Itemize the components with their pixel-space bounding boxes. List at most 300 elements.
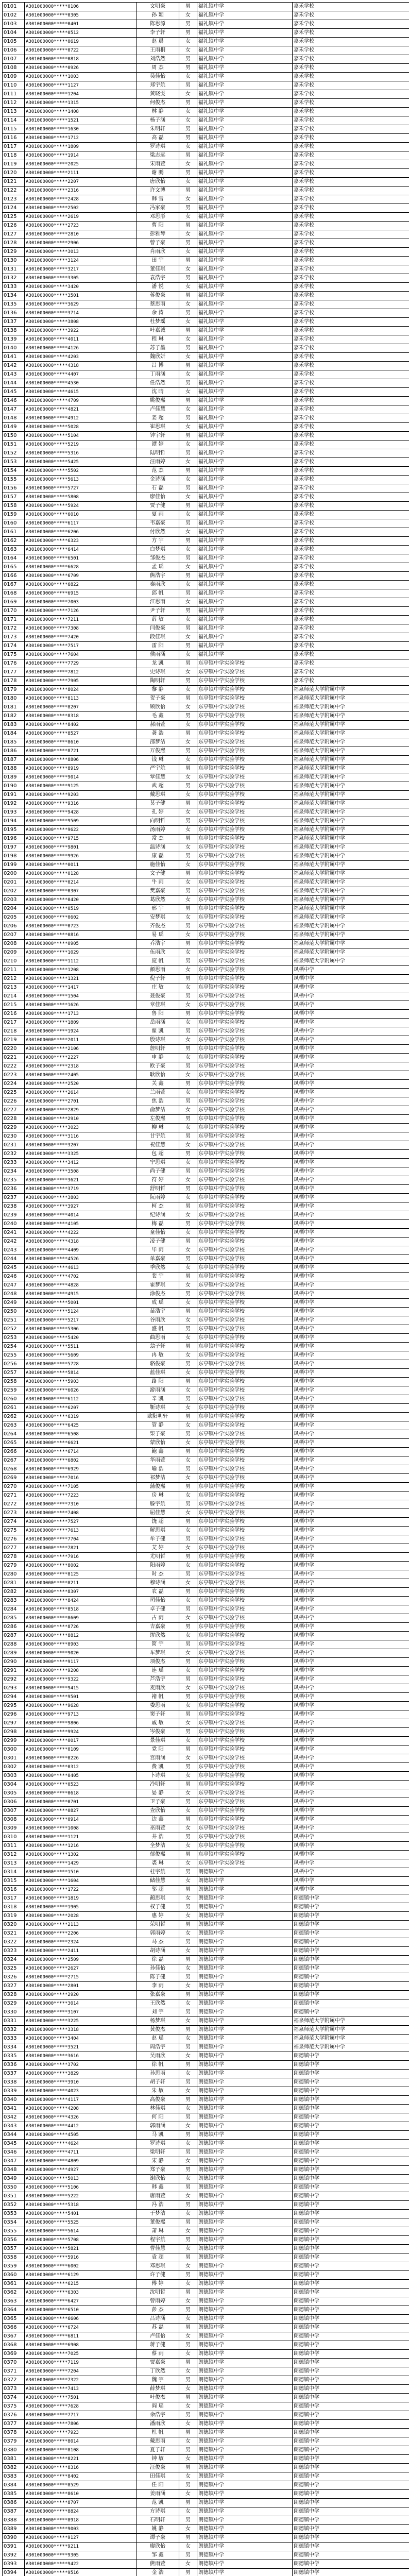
seq-cell: 0203	[3, 896, 25, 905]
gender-cell: 女	[179, 46, 197, 55]
id-cell: A301000000*****3325	[25, 1150, 137, 1159]
gender-cell: 女	[179, 1281, 197, 1290]
table-row	[3, 1097, 409, 1106]
seq-cell: 0314	[3, 1868, 25, 1877]
gender-cell: 男	[179, 20, 197, 29]
name-cell: 耿欣怡	[137, 1071, 179, 1080]
origin-school-cell: 朗德镇中学	[197, 2516, 293, 2525]
table-row	[3, 1553, 409, 1562]
gender-cell: 男	[179, 1868, 197, 1877]
seq-cell: 0207	[3, 931, 25, 940]
name-cell: 林 静	[137, 108, 179, 116]
table-row	[3, 563, 409, 572]
seq-cell: 0198	[3, 852, 25, 861]
gender-cell: 男	[179, 362, 197, 370]
id-cell: A301000000*****6427	[25, 2297, 137, 2306]
id-cell: A301000000*****7310	[25, 1500, 137, 1509]
seq-cell: 0392	[3, 2551, 25, 2560]
name-cell: 吴佳怡	[137, 73, 179, 81]
admitted-school-cell: 嘉禾学校	[293, 423, 409, 432]
origin-school-cell: 东亭镇中学实验学校	[197, 1281, 293, 1290]
seq-cell: 0287	[3, 1632, 25, 1640]
roster-table	[2, 2, 409, 2576]
seq-cell: 0297	[3, 1719, 25, 1728]
admitted-school-cell: 嘉禾学校	[293, 222, 409, 230]
origin-school-cell: 东亭镇中学实验学校	[197, 1124, 293, 1132]
table-row	[3, 1176, 409, 1185]
origin-school-cell: 东亭镇中学实验学校	[197, 1798, 293, 1807]
admitted-school-cell: 凤栖中学	[293, 1719, 409, 1728]
origin-school-cell: 朗德镇中学	[197, 2385, 293, 2394]
roster-body	[3, 3, 409, 2576]
gender-cell: 男	[179, 852, 197, 861]
name-cell: 任浩然	[137, 379, 179, 388]
seq-cell: 0155	[3, 476, 25, 484]
admitted-school-cell: 福泉师范大学附属中学	[293, 765, 409, 773]
admitted-school-cell: 福泉师范大学附属中学	[293, 703, 409, 712]
table-row	[3, 1238, 409, 1246]
table-row	[3, 2271, 409, 2280]
name-cell: 邬 超	[137, 1886, 179, 1894]
admitted-school-cell: 福泉师范大学附属中学	[293, 2026, 409, 2035]
origin-school-cell: 朗德镇中学	[197, 2105, 293, 2113]
name-cell: 阎 瑶	[137, 2402, 179, 2411]
seq-cell: 0243	[3, 1246, 25, 1255]
admitted-school-cell: 嘉禾学校	[293, 511, 409, 519]
name-cell: 卓子健	[137, 1605, 179, 1614]
origin-school-cell: 东亭镇中学实验学校	[197, 1562, 293, 1570]
gender-cell: 女	[179, 773, 197, 782]
gender-cell: 女	[179, 1544, 197, 1553]
seq-cell: 0384	[3, 2481, 25, 2490]
admitted-school-cell: 嘉禾学校	[293, 607, 409, 616]
table-row	[3, 957, 409, 966]
id-cell: A301000000*****5502	[25, 467, 137, 476]
name-cell: 牛 雨	[137, 878, 179, 887]
gender-cell: 男	[179, 1833, 197, 1842]
name-cell: 梁志远	[137, 151, 179, 160]
origin-school-cell: 东亭镇中学实验学校	[197, 1421, 293, 1430]
gender-cell: 女	[179, 651, 197, 659]
gender-cell: 男	[179, 642, 197, 651]
gender-cell: 男	[179, 2499, 197, 2507]
id-cell: A301000000*****7025	[25, 2350, 137, 2359]
table-row	[3, 1632, 409, 1640]
id-cell: A301000000*****4222	[25, 1229, 137, 1238]
admitted-school-cell: 朗德镇中学	[293, 2437, 409, 2446]
table-row	[3, 651, 409, 659]
table-row	[3, 852, 409, 861]
id-cell: A301000000*****7905	[25, 677, 137, 686]
table-row	[3, 178, 409, 187]
admitted-school-cell: 福泉师范大学附属中学	[293, 940, 409, 948]
id-cell: A301000000*****7916	[25, 1553, 137, 1562]
gender-cell: 男	[179, 2341, 197, 2350]
seq-cell: 0272	[3, 1500, 25, 1509]
admitted-school-cell: 嘉禾学校	[293, 265, 409, 274]
origin-school-cell: 东亭镇中学实验学校	[197, 694, 293, 703]
gender-cell: 男	[179, 502, 197, 511]
table-row	[3, 1781, 409, 1789]
admitted-school-cell: 朗德镇中学	[293, 2297, 409, 2306]
table-row	[3, 1299, 409, 1308]
gender-cell: 女	[179, 493, 197, 502]
gender-cell: 女	[179, 2385, 197, 2394]
id-cell: A301000000*****6908	[25, 2341, 137, 2350]
seq-cell: 0177	[3, 668, 25, 677]
admitted-school-cell: 嘉禾学校	[293, 414, 409, 423]
table-row	[3, 1938, 409, 1947]
name-cell: 杜 帆	[137, 2429, 179, 2437]
id-cell: A301000000*****8024	[25, 686, 137, 694]
origin-school-cell: 东亭镇中学实验学校	[197, 913, 293, 922]
seq-cell: 0154	[3, 467, 25, 476]
admitted-school-cell: 嘉禾学校	[293, 379, 409, 388]
seq-cell: 0215	[3, 1001, 25, 1010]
origin-school-cell: 福礼镇中学	[197, 134, 293, 143]
origin-school-cell: 东亭镇中学实验学校	[197, 1667, 293, 1675]
seq-cell: 0288	[3, 1640, 25, 1649]
origin-school-cell: 福礼镇中学	[197, 3, 293, 11]
table-row	[3, 948, 409, 957]
id-cell: A301000000*****4624	[25, 2140, 137, 2148]
gender-cell: 女	[179, 1614, 197, 1623]
seq-cell: 0296	[3, 1710, 25, 1719]
name-cell: 鲁 阳	[137, 1010, 179, 1019]
seq-cell: 0127	[3, 230, 25, 239]
name-cell: 伍雨欣	[137, 948, 179, 957]
seq-cell: 0247	[3, 1281, 25, 1290]
name-cell: 毛 鑫	[137, 712, 179, 721]
seq-cell: 0166	[3, 572, 25, 581]
admitted-school-cell: 凤栖中学	[293, 1325, 409, 1334]
id-cell: A301000000*****5924	[25, 502, 137, 511]
table-row	[3, 2043, 409, 2052]
name-cell: 晏 静	[137, 1789, 179, 1798]
admitted-school-cell: 朗德镇中学	[293, 2201, 409, 2210]
name-cell: 钱 琳	[137, 756, 179, 765]
seq-cell: 0300	[3, 1745, 25, 1754]
gender-cell: 男	[179, 1781, 197, 1789]
id-cell: A301000000*****5614	[25, 2227, 137, 2236]
seq-cell: 0180	[3, 694, 25, 703]
gender-cell: 女	[179, 1246, 197, 1255]
origin-school-cell: 福礼镇中学	[197, 187, 293, 195]
admitted-school-cell: 嘉禾学校	[293, 677, 409, 686]
gender-cell: 男	[179, 765, 197, 773]
id-cell: A301000000*****8518	[25, 1605, 137, 1614]
admitted-school-cell: 朗德镇中学	[293, 2402, 409, 2411]
origin-school-cell: 福礼镇中学	[197, 528, 293, 537]
gender-cell: 女	[179, 738, 197, 747]
seq-cell: 0237	[3, 1194, 25, 1202]
table-row	[3, 2411, 409, 2420]
origin-school-cell: 东亭镇中学实验学校	[197, 1605, 293, 1614]
seq-cell: 0298	[3, 1728, 25, 1737]
origin-school-cell: 福礼镇中学	[197, 204, 293, 213]
origin-school-cell: 东亭镇中学实验学校	[197, 1816, 293, 1824]
origin-school-cell: 东亭镇中学实验学校	[197, 791, 293, 800]
origin-school-cell: 朗德镇中学	[197, 1964, 293, 1973]
seq-cell: 0190	[3, 782, 25, 791]
table-row	[3, 300, 409, 309]
name-cell: 徐 帆	[137, 2061, 179, 2070]
gender-cell: 男	[179, 327, 197, 335]
seq-cell: 0367	[3, 2332, 25, 2341]
gender-cell: 男	[179, 1273, 197, 1281]
origin-school-cell: 东亭镇中学实验学校	[197, 1824, 293, 1833]
origin-school-cell: 东亭镇中学实验学校	[197, 1097, 293, 1106]
gender-cell: 男	[179, 2376, 197, 2385]
id-cell: A301000000*****3829	[25, 2070, 137, 2078]
seq-cell: 0132	[3, 274, 25, 283]
gender-cell: 女	[179, 1859, 197, 1868]
origin-school-cell: 朗德镇中学	[197, 2008, 293, 2017]
origin-school-cell: 福礼镇中学	[197, 143, 293, 151]
id-cell: A301000000*****4702	[25, 1273, 137, 1281]
id-cell: A301000000*****6510	[25, 2306, 137, 2315]
table-row	[3, 1623, 409, 1632]
id-cell: A301000000*****3621	[25, 1176, 137, 1185]
admitted-school-cell: 凤栖中学	[293, 1693, 409, 1702]
name-cell: 宋雨萱	[137, 160, 179, 169]
seq-cell: 0301	[3, 1754, 25, 1763]
table-row	[3, 624, 409, 633]
gender-cell: 女	[179, 1947, 197, 1956]
id-cell: A301000000*****0816	[25, 931, 137, 940]
origin-school-cell: 东亭镇中学实验学校	[197, 1492, 293, 1500]
seq-cell: 0213	[3, 984, 25, 992]
admitted-school-cell: 凤栖中学	[293, 1500, 409, 1509]
origin-school-cell: 东亭镇中学实验学校	[197, 1255, 293, 1264]
id-cell: A301000000*****9501	[25, 1693, 137, 1702]
name-cell: 盛 帆	[137, 1325, 179, 1334]
admitted-school-cell: 凤栖中学	[293, 1062, 409, 1071]
seq-cell: 0348	[3, 2166, 25, 2175]
admitted-school-cell: 凤栖中学	[293, 1456, 409, 1465]
id-cell: A301000000*****3702	[25, 2061, 137, 2070]
table-row	[3, 1430, 409, 1439]
name-cell: 尹子轩	[137, 607, 179, 616]
origin-school-cell: 东亭镇中学实验学校	[197, 1027, 293, 1036]
seq-cell: 0110	[3, 81, 25, 90]
id-cell: A301000000*****5728	[25, 1360, 137, 1369]
origin-school-cell: 东亭镇中学实验学校	[197, 1238, 293, 1246]
table-row	[3, 2026, 409, 2035]
origin-school-cell: 福礼镇中学	[197, 563, 293, 572]
seq-cell: 0366	[3, 2324, 25, 2332]
table-row	[3, 2525, 409, 2534]
admitted-school-cell: 嘉禾学校	[293, 292, 409, 300]
name-cell: 冉 敏	[137, 1351, 179, 1360]
name-cell: 吴雨欣	[137, 2052, 179, 2061]
id-cell: A301000000*****4915	[25, 1290, 137, 1299]
admitted-school-cell: 朗德镇中学	[293, 2332, 409, 2341]
id-cell: A301000000*****1604	[25, 1877, 137, 1886]
seq-cell: 0130	[3, 257, 25, 265]
gender-cell: 女	[179, 546, 197, 554]
name-cell: 吉嘉豪	[137, 1623, 179, 1632]
seq-cell: 0354	[3, 2218, 25, 2227]
id-cell: A301000000*****2810	[25, 230, 137, 239]
name-cell: 邓思彤	[137, 213, 179, 222]
admitted-school-cell: 凤栖中学	[293, 1824, 409, 1833]
seq-cell: 0138	[3, 327, 25, 335]
name-cell: 贾嘉豪	[137, 2359, 179, 2367]
gender-cell: 女	[179, 1667, 197, 1675]
seq-cell: 0122	[3, 187, 25, 195]
gender-cell: 男	[179, 81, 197, 90]
admitted-school-cell: 嘉禾学校	[293, 668, 409, 677]
id-cell: A301000000*****2801	[25, 1982, 137, 1991]
name-cell: 魏 宇	[137, 2376, 179, 2385]
seq-cell: 0231	[3, 1141, 25, 1150]
seq-cell: 0107	[3, 55, 25, 64]
gender-cell: 男	[179, 2481, 197, 2490]
table-row	[3, 2280, 409, 2289]
seq-cell: 0311	[3, 1842, 25, 1851]
origin-school-cell: 东亭镇中学实验学校	[197, 1343, 293, 1351]
table-row	[3, 2052, 409, 2061]
gender-cell: 女	[179, 230, 197, 239]
seq-cell: 0227	[3, 1106, 25, 1115]
table-row	[3, 222, 409, 230]
admitted-school-cell: 朗德镇中学	[293, 2262, 409, 2271]
seq-cell: 0224	[3, 1080, 25, 1089]
admitted-school-cell: 嘉禾学校	[293, 397, 409, 405]
table-row	[3, 379, 409, 388]
table-row	[3, 2078, 409, 2087]
id-cell: A301000000*****3714	[25, 309, 137, 318]
table-row	[3, 1194, 409, 1202]
name-cell: 彭雅琴	[137, 230, 179, 239]
seq-cell: 0302	[3, 1763, 25, 1772]
id-cell: A301000000*****3124	[25, 257, 137, 265]
origin-school-cell: 东亭镇中学实验学校	[197, 1264, 293, 1273]
name-cell: 高俊豪	[137, 2096, 179, 2105]
gender-cell: 女	[179, 1229, 197, 1238]
seq-cell: 0351	[3, 2192, 25, 2201]
admitted-school-cell: 凤栖中学	[293, 1579, 409, 1588]
gender-cell: 女	[179, 1579, 197, 1588]
seq-cell: 0221	[3, 1054, 25, 1062]
name-cell: 余 涛	[137, 309, 179, 318]
seq-cell: 0261	[3, 1404, 25, 1413]
admitted-school-cell: 嘉禾学校	[293, 589, 409, 598]
admitted-school-cell: 福泉师范大学附属中学	[293, 905, 409, 913]
gender-cell: 男	[179, 1027, 197, 1036]
gender-cell: 男	[179, 607, 197, 616]
id-cell: A301000000*****1510	[25, 1868, 137, 1877]
origin-school-cell: 福礼镇中学	[197, 502, 293, 511]
name-cell: 倪子轩	[137, 975, 179, 984]
gender-cell: 男	[179, 1097, 197, 1106]
gender-cell: 男	[179, 712, 197, 721]
name-cell: 沈 晴	[137, 388, 179, 397]
table-row	[3, 694, 409, 703]
seq-cell: 0290	[3, 1658, 25, 1667]
origin-school-cell: 东亭镇中学实验学校	[197, 1395, 293, 1404]
name-cell: 蒙欣怡	[137, 1439, 179, 1448]
gender-cell: 女	[179, 686, 197, 694]
name-cell: 闫俊豪	[137, 624, 179, 633]
table-row	[3, 2113, 409, 2122]
origin-school-cell: 福礼镇中学	[197, 519, 293, 528]
name-cell: 史诗琪	[137, 668, 179, 677]
name-cell: 穆诗涵	[137, 1579, 179, 1588]
id-cell: A301000000*****3616	[25, 2052, 137, 2061]
gender-cell: 女	[179, 2332, 197, 2341]
seq-cell: 0202	[3, 887, 25, 896]
origin-school-cell: 福礼镇中学	[197, 222, 293, 230]
gender-cell: 男	[179, 817, 197, 826]
name-cell: 曲思雨	[137, 1334, 179, 1343]
seq-cell: 0299	[3, 1737, 25, 1745]
name-cell: 殷诗琪	[137, 1036, 179, 1045]
id-cell: A301000000*****2207	[25, 178, 137, 187]
id-cell: A301000000*****4711	[25, 2148, 137, 2157]
seq-cell: 0341	[3, 2105, 25, 2113]
name-cell: 兰雨萱	[137, 1089, 179, 1097]
table-row	[3, 940, 409, 948]
gender-cell: 女	[179, 1754, 197, 1763]
table-row	[3, 931, 409, 940]
seq-cell: 0281	[3, 1579, 25, 1588]
gender-cell: 男	[179, 1483, 197, 1492]
table-row	[3, 502, 409, 511]
table-row	[3, 1991, 409, 1999]
seq-cell: 0350	[3, 2183, 25, 2192]
admitted-school-cell: 福泉师范大学附属中学	[293, 878, 409, 887]
admitted-school-cell: 朗德镇中学	[293, 2271, 409, 2280]
gender-cell: 男	[179, 467, 197, 476]
gender-cell: 男	[179, 1956, 197, 1964]
table-row	[3, 353, 409, 362]
seq-cell: 0204	[3, 905, 25, 913]
gender-cell: 男	[179, 2324, 197, 2332]
seq-cell: 0209	[3, 948, 25, 957]
admitted-school-cell: 凤栖中学	[293, 1351, 409, 1360]
table-row	[3, 581, 409, 589]
gender-cell: 女	[179, 2315, 197, 2324]
origin-school-cell: 东亭镇中学实验学校	[197, 1062, 293, 1071]
gender-cell: 女	[179, 1982, 197, 1991]
gender-cell: 男	[179, 922, 197, 931]
admitted-school-cell: 凤栖中学	[293, 1553, 409, 1562]
name-cell: 缪欣然	[137, 1632, 179, 1640]
table-row	[3, 589, 409, 598]
admitted-school-cell: 凤栖中学	[293, 1202, 409, 1211]
origin-school-cell: 福礼镇中学	[197, 64, 293, 73]
admitted-school-cell: 朗德镇中学	[293, 2534, 409, 2543]
table-row	[3, 388, 409, 397]
id-cell: A301000000*****4326	[25, 2113, 137, 2122]
admitted-school-cell: 朗德镇中学	[293, 2324, 409, 2332]
id-cell: A301000000*****2509	[25, 1956, 137, 1964]
admitted-school-cell: 福泉师范大学附属中学	[293, 747, 409, 756]
seq-cell: 0362	[3, 2289, 25, 2297]
gender-cell: 女	[179, 984, 197, 992]
table-row	[3, 1395, 409, 1404]
origin-school-cell: 东亭镇中学实验学校	[197, 931, 293, 940]
table-row	[3, 2569, 409, 2576]
id-cell: A301000000*****1315	[25, 99, 137, 108]
seq-cell: 0252	[3, 1325, 25, 1334]
id-cell: A301000000*****3420	[25, 283, 137, 292]
table-row	[3, 405, 409, 414]
name-cell: 彭 杰	[137, 2306, 179, 2315]
table-row	[3, 2096, 409, 2105]
